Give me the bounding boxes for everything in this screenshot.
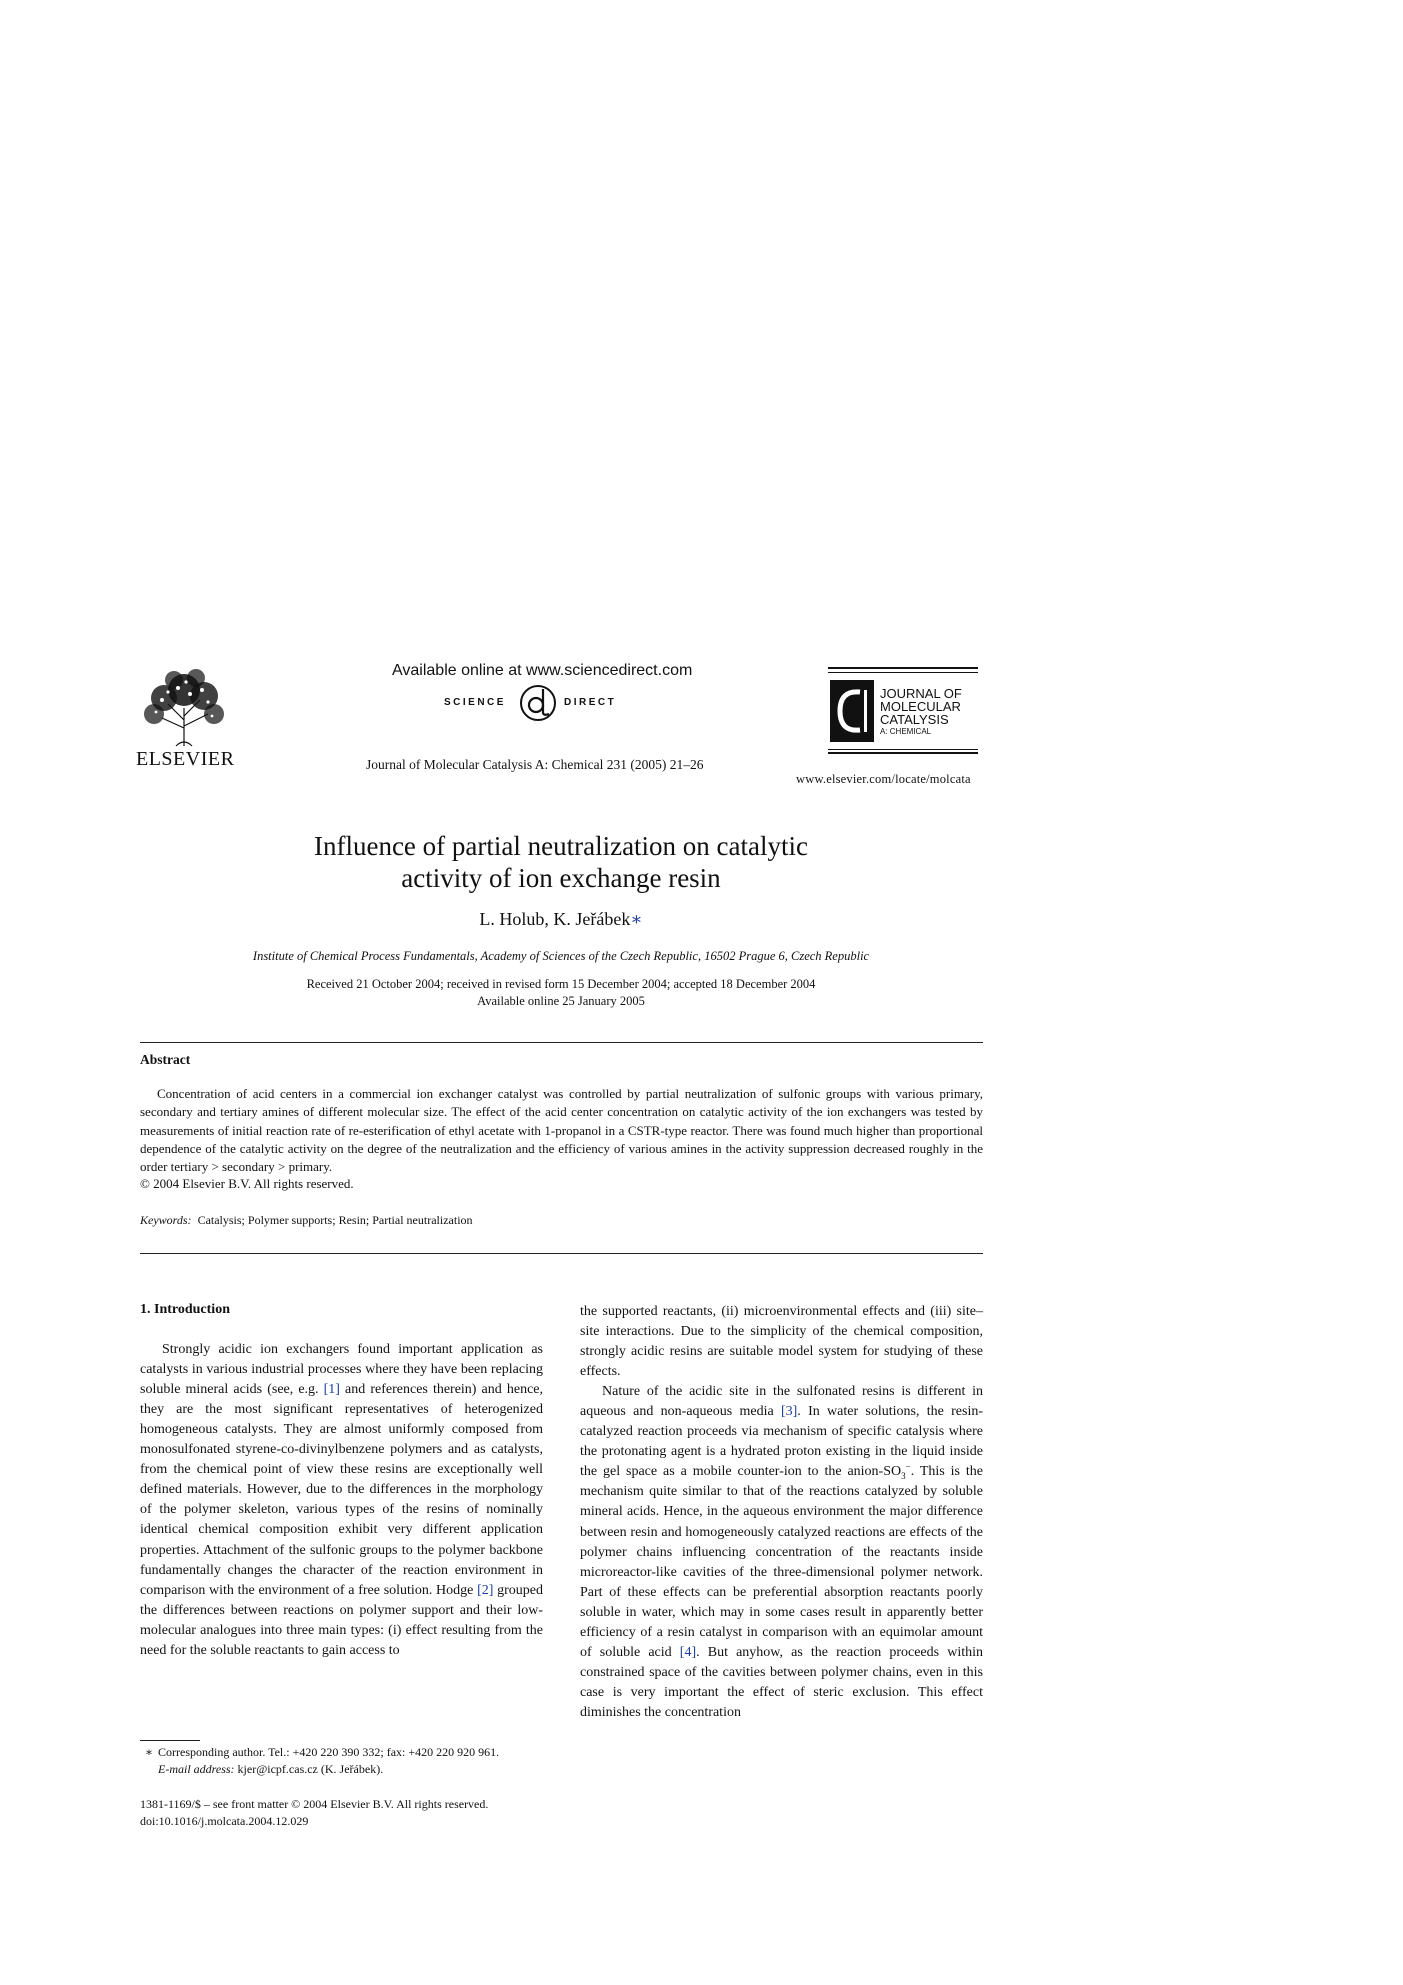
citation-link-4[interactable]: [4] [679,1644,697,1660]
paragraph-text: . But anyhow, as the reaction proceeds within constrained space of the cavities between polymer chains, even in this case is very important the effect of steric exclusion. This effect diminishes the concentration [580,1644,984,1720]
footnote [140,1744,543,1778]
article-title [140,830,982,894]
journal-url-link[interactable]: www.elsevier.com/locate/molcata [796,772,971,786]
divider [140,1253,983,1254]
subscript: 3 [901,1471,906,1482]
journal-logo-rule [828,752,978,754]
sciencedirect-available[interactable]: Available online at www.sciencedirect.com [392,662,693,679]
email-label: E-mail address: [158,1762,235,1776]
paragraph-text: Nature of the acidic site in the sulfonated resins is different in aqueous and non-aqueous media [580,1384,983,1420]
corresponding-author-note: Corresponding author. Tel.: +420 220 390 332; fax: +420 220 920 961. [158,1745,500,1759]
keywords-list: Catalysis; Polymer supports; Resin; Partial neutralization [197,1213,473,1227]
divider [140,1042,983,1043]
paragraph-text: . This is the mechanism quite similar to that of the reactions catalyzed by soluble mineral acids. Hence, in the aqueous environment the major difference between resin and homogeneously catalyzed reactions are effects of the polymer chains influencing concentration of the reactants inside microreactor-like cavities of the three-dimensional polymer network. Part of these effects can be preferential absorption reactants poorly soluble in water, which may in some cases result in apparently better efficiency of a resin catalyst in comparison with an equimolar amount of soluble acid [580,1464,983,1660]
journal-logo-rule [828,667,978,669]
doi-link[interactable]: doi:10.1016/j.molcata.2004.12.029 [140,1814,309,1828]
title-line: Influence of partial neutralization on catalytic [313,831,808,861]
tree-icon [138,668,230,748]
paragraph-text-split: grouped the differences between reactions on polymer support and their low-molecular analogues into three main types: (i) effect resulting from the need for the soluble reactants to gain access to [140,1582,543,1658]
journal-c-icon [830,680,874,742]
section-heading: 1. Introduction [140,1302,230,1317]
intro-paragraph-1 [140,1340,543,1661]
article-dates [140,976,982,1010]
journal-logo-rule [828,749,978,750]
sciencedirect-science-text: SCIENCE [444,697,506,708]
journal-citation: Journal of Molecular Catalysis A: Chemical 231 (2005) 21–26 [366,757,704,772]
journal-logo-line: JOURNAL OF [880,686,962,701]
citation-link-1[interactable]: [1] [323,1382,340,1398]
journal-logo-line: CATALYSIS [880,712,949,727]
corresponding-author-link[interactable]: ∗ [630,909,643,929]
available-online-date: Available online 25 January 2005 [477,994,645,1008]
abstract-copyright: © 2004 Elsevier B.V. All rights reserved. [140,1176,354,1191]
paragraph-text: . In water solutions, the resin-catalyzed reaction proceeds via mechanism of specific catalysis where the protonating agent is a hydrated proton existing in the liquid inside the gel space as a mobile counter-ion to the anion-SO [580,1404,983,1480]
author-affiliation: Institute of Chemical Process Fundamentals, Academy of Sciences of the Czech Republic, 16502 Prague 6, Czech Republic [252,949,870,963]
front-matter [140,1796,488,1830]
citation-link-2[interactable]: [2] [477,1582,494,1598]
abstract-text: Concentration of acid centers in a commercial ion exchanger catalyst was controlled by partial neutralization of sulfonic groups with various primary, secondary and tertiary amines of different molecular size. The effect of the acid center concentration on catalytic activity of the ion exchangers was tested by measurements of initial reaction rate of re-esterification of ethyl acetate with 1-propanol in a CSTR-type reactor. There was found much higher than proportional dependence of the catalytic activity on the degree of the neutralization and the efficiency of various amines in the activity suppression decreased roughly in the order tertiary > secondary > primary. [140,1086,983,1175]
journal-logo-text [880,687,962,738]
issn-line: 1381-1169/$ – see front matter © 2004 Elsevier B.V. All rights reserved. [140,1797,489,1811]
paragraph-text: and references therein) and hence, they are the most significant representatives of heterogenized homogeneous catalysts. They are almost uniformly composed from monosulfonated styrene-co-divinylbenzene polymers and as catalysts, from the chemical point of view these resins are exceptionally well defined materials. However, due to the differences in the morphology of the polymer skeleton, various types of the resins of nominally identical chemical composition exhibit very different application properties. Attachment of the sulfonic groups to the polymer backbone fundamentally changes the character of the reaction environment in comparison with the environment of a free solution. Hodge [140,1382,543,1598]
paragraph-text: Strongly acidic ion exchangers found important application as catalysts in various industrial processes where they have been replacing soluble mineral acids (see, e.g. [140,1342,543,1398]
footnote-mark: ∗ [144,1745,154,1759]
journal-c-glyph-icon [830,680,874,742]
keywords-label: Keywords: [140,1213,192,1227]
journal-logo-subtitle: A: CHEMICAL [880,727,932,736]
intro-paragraph-2 [580,1382,983,1723]
sciencedirect-direct-text: DIRECT [564,697,617,708]
sciencedirect-at-icon [518,683,558,723]
intro-paragraph-1-continued [580,1302,983,1382]
authors-text: L. Holub, K. Jeřábek [479,909,631,929]
journal-logo [828,667,978,753]
sciencedirect-logo[interactable] [444,683,624,723]
journal-logo-line: MOLECULAR [880,699,961,714]
author-list [140,909,982,930]
body-column-left [140,1300,543,1661]
elsevier-wordmark: ELSEVIER [136,748,235,770]
title-line: activity of ion exchange resin [401,863,721,893]
paragraph-text-split: the supported reactants, (ii) microenvironmental effects and (iii) site–site interactions. Due to the simplicity of the chemical composition, strongly acidic resins are suitable model system for studying of these effects. [580,1304,983,1380]
superscript: − [905,1461,911,1472]
received-dates: Received 21 October 2004; received in revised form 15 December 2004; accepted 18 December 2004 [306,977,816,991]
abstract-heading: Abstract [140,1052,191,1067]
citation-link-3[interactable]: [3] [780,1404,798,1420]
keywords [140,1213,473,1228]
email-link[interactable]: kjer@icpf.cas.cz (K. Jeřábek). [237,1762,384,1776]
footnote-rule [140,1740,200,1741]
body-column-right [580,1302,983,1723]
journal-logo-rule [828,672,978,673]
